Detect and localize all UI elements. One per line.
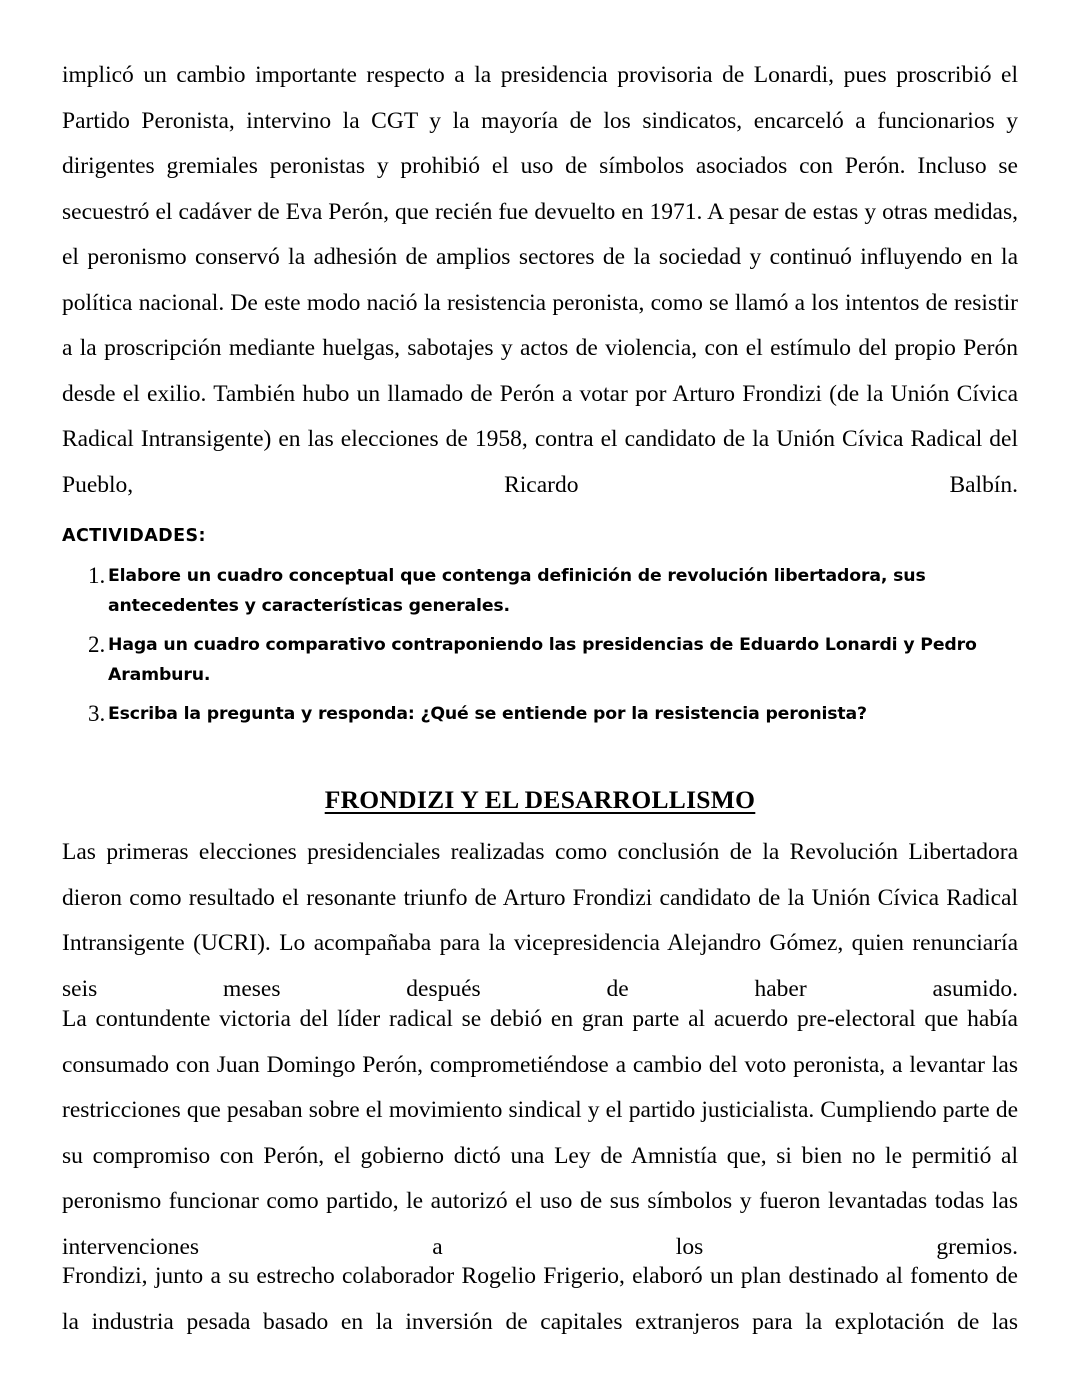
list-item — [62, 699, 1018, 729]
activities-heading: ACTIVIDADES: — [62, 526, 206, 546]
body-paragraph-2: Las primeras elecciones presidenciales realizadas como conclusión de la Revolución Libertadora dieron como resultado el resonante triunfo de Arturo Frondizi candidato de la Unión Cívica Radical Intransigente (UCRI). Lo acompañaba para la vicepresidencia Alejandro Gómez, quien renunciaría seis meses después de haber asumido. — [62, 839, 1018, 1002]
list-item-number: 2. — [88, 632, 106, 657]
intro-paragraph: implicó un cambio importante respecto a la presidencia provisoria de Lonardi, pues proscribió el Partido Peronista, intervino la CGT y la mayoría de los sindicatos, encarceló a funcionarios y dirigentes gremiales peronistas y prohibió el uso de símbolos asociados con Perón. Incluso se secuestró el cadáver de Eva Perón, que recién fue devuelto en 1971. A pesar de estas y otras medidas, el peronismo conservó la adhesión de amplios sectores de la sociedad y continuó influyendo en la política nacional. De este modo nació la resistencia peronista, como se llamó a los intentos de resistir a la proscripción mediante huelgas, sabotajes y actos de violencia, con el estímulo del propio Perón desde el exilio. También hubo un llamado de Perón a votar por Arturo Frondizi (de la Unión Cívica Radical Intransigente) en las elecciones de 1958, contra el candidato de la Unión Cívica Radical del Pueblo, Ricardo Balbín. — [62, 62, 1018, 498]
list-item-text: Elabore un cuadro conceptual que contenga definición de revolución libertadora, sus antecedentes y características generales. — [108, 566, 926, 616]
section-heading — [62, 785, 1018, 815]
document-page — [62, 0, 1018, 1397]
activities-section — [62, 525, 1018, 738]
list-item-number: 1. — [88, 563, 106, 588]
list-item-number: 3. — [88, 701, 106, 726]
body-paragraph-4: Frondizi, junto a su estrecho colaborador Rogelio Frigerio, elaboró un plan destinado al fomento de la industria pesada basado en la inversión de capitales extranjeros para la explotación de las — [62, 1263, 1018, 1335]
list-item — [62, 630, 1018, 690]
activities-list — [62, 561, 1018, 729]
list-item-text: Escriba la pregunta y responda: ¿Qué se entiende por la resistencia peronista? — [108, 704, 867, 724]
list-item — [62, 561, 1018, 621]
body-paragraph-3: La contundente victoria del líder radical se debió en gran parte al acuerdo pre-electoral que había consumado con Juan Domingo Perón, comprometiéndose a cambio del voto peronista, a levantar las restricciones que pesaban sobre el movimiento sindical y el partido justicialista. Cumpliendo parte de su compromiso con Perón, el gobierno dictó una Ley de Amnistía que, si bien no le permitió al peronismo funcionar como partido, le autorizó el uso de sus símbolos y fueron levantadas todas las intervenciones a los gremios. — [62, 1006, 1018, 1260]
section-heading-text: FRONDIZI Y EL DESARROLLISMO — [324, 785, 756, 814]
list-item-text: Haga un cuadro comparativo contraponiendo las presidencias de Eduardo Lonardi y Pedro Aramburu. — [108, 635, 977, 685]
